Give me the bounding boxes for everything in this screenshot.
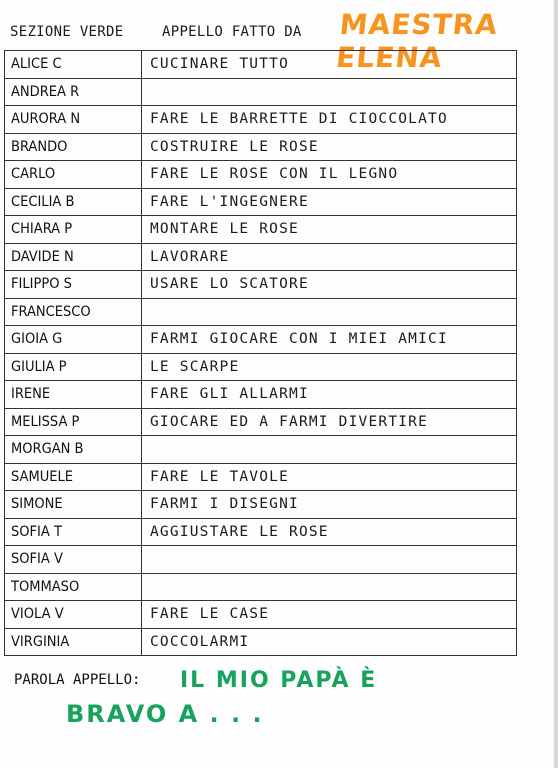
footer-prompt-line-1: IL MIO PAPÀ È xyxy=(180,668,378,693)
table-row xyxy=(5,188,517,216)
student-name: FRANCESCO xyxy=(5,298,142,326)
table-row xyxy=(5,161,517,189)
student-answer: FARE LE ROSE CON IL LEGNO xyxy=(142,161,517,189)
student-name: SIMONE xyxy=(5,491,142,519)
student-name: ALICE C xyxy=(5,51,142,79)
table-row xyxy=(5,463,517,491)
student-name: SOFIA V xyxy=(5,546,142,574)
student-name: DAVIDE N xyxy=(5,243,142,271)
student-answer: COCCOLARMI xyxy=(142,628,517,656)
student-name: FILIPPO S xyxy=(5,271,142,299)
table-row xyxy=(5,78,517,106)
student-name: VIRGINIA xyxy=(5,628,142,656)
student-name: BRANDO xyxy=(5,133,142,161)
table-row xyxy=(5,408,517,436)
footer-label: PAROLA APPELLO: xyxy=(14,672,141,688)
footer-prompt-line-2: BRAVO A . . . xyxy=(66,700,264,728)
student-answer: CUCINARE TUTTO xyxy=(142,51,517,79)
table-row xyxy=(5,601,517,629)
table-row xyxy=(5,436,517,464)
student-name: ANDREA R xyxy=(5,78,142,106)
student-answer: FARE LE TAVOLE xyxy=(142,463,517,491)
student-name: IRENE xyxy=(5,381,142,409)
section-label: SEZIONE VERDE xyxy=(10,24,124,40)
student-answer: FARE GLI ALLARMI xyxy=(142,381,517,409)
student-answer xyxy=(142,573,517,601)
student-answer: COSTRUIRE LE ROSE xyxy=(142,133,517,161)
table-row xyxy=(5,243,517,271)
student-name: CARLO xyxy=(5,161,142,189)
student-answer: FARE LE BARRETTE DI CIOCCOLATO xyxy=(142,106,517,134)
table-row xyxy=(5,353,517,381)
table-row xyxy=(5,546,517,574)
student-answer: FARE LE CASE xyxy=(142,601,517,629)
table-row xyxy=(5,381,517,409)
table-row xyxy=(5,518,517,546)
table-row xyxy=(5,216,517,244)
student-answer: AGGIUSTARE LE ROSE xyxy=(142,518,517,546)
student-answer: USARE LO SCATORE xyxy=(142,271,517,299)
table-row xyxy=(5,51,517,79)
attendance-table xyxy=(4,50,517,656)
table-row xyxy=(5,133,517,161)
table-row xyxy=(5,326,517,354)
table-row xyxy=(5,491,517,519)
student-name: GIOIA G xyxy=(5,326,142,354)
student-answer: FARE L'INGEGNERE xyxy=(142,188,517,216)
student-answer: FARMI I DISEGNI xyxy=(142,491,517,519)
student-answer: GIOCARE ED A FARMI DIVERTIRE xyxy=(142,408,517,436)
student-answer xyxy=(142,298,517,326)
student-answer: MONTARE LE ROSE xyxy=(142,216,517,244)
student-name: TOMMASO xyxy=(5,573,142,601)
student-answer xyxy=(142,546,517,574)
student-name: SAMUELE xyxy=(5,463,142,491)
teacher-name: MAESTRA ELENA xyxy=(334,8,500,74)
student-name: MORGAN B xyxy=(5,436,142,464)
table-row xyxy=(5,298,517,326)
student-answer: LE SCARPE xyxy=(142,353,517,381)
student-name: GIULIA P xyxy=(5,353,142,381)
student-name: VIOLA V xyxy=(5,601,142,629)
student-name: CECILIA B xyxy=(5,188,142,216)
table-row xyxy=(5,271,517,299)
student-answer xyxy=(142,436,517,464)
student-answer: LAVORARE xyxy=(142,243,517,271)
student-name: AURORA N xyxy=(5,106,142,134)
page-edge xyxy=(554,0,558,768)
appello-label: APPELLO FATTO DA xyxy=(162,24,302,40)
student-name: MELISSA P xyxy=(5,408,142,436)
table-row xyxy=(5,573,517,601)
table-row xyxy=(5,106,517,134)
student-answer: FARMI GIOCARE CON I MIEI AMICI xyxy=(142,326,517,354)
student-name: CHIARA P xyxy=(5,216,142,244)
student-name: SOFIA T xyxy=(5,518,142,546)
student-answer xyxy=(142,78,517,106)
table-row xyxy=(5,628,517,656)
